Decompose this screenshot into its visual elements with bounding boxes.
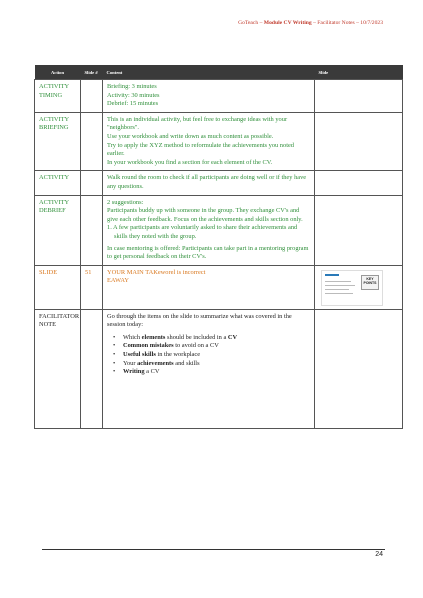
- key-points-badge: KEY POINTS: [361, 275, 379, 290]
- list-item: • Your achievements and skills: [123, 360, 310, 369]
- slide-cell: [315, 80, 403, 113]
- content-cell: [103, 265, 315, 309]
- list-item: • Common mistakes to avoid on a CV: [123, 342, 310, 351]
- slide-cell: [315, 309, 403, 428]
- timing-line: Briefing: 3 minutes: [107, 83, 157, 90]
- slide-cell: [315, 112, 403, 171]
- briefing-line: This is an individual activity, but feel free to exchange ideas with your "neighbors".: [107, 115, 288, 132]
- debrief-list-item: 1. A few participants are voluntarily asked to share their achievements and skills they noted with the group.: [107, 224, 298, 240]
- slide-title-line: YOUR MAIN TAKeworel is incorrect: [107, 268, 206, 276]
- slide-title-line: EAWAY: [107, 277, 129, 285]
- content-cell: Walk round the room to check if all participants are doing well or if they have any questions.: [103, 171, 315, 195]
- footer-divider: [42, 549, 385, 550]
- header-slide-number: Slide #: [81, 65, 103, 80]
- header-module: Module CV Writing: [263, 20, 312, 26]
- table-row-timing: [35, 80, 403, 113]
- briefing-line: Use your workbook and write down as much content as possible.: [107, 132, 274, 140]
- content-cell: [103, 80, 315, 113]
- page-number: 24: [375, 551, 383, 558]
- list-item: • Useful skills in the workplace: [123, 351, 310, 360]
- action-cell: FACILITATOR NOTE: [35, 309, 81, 428]
- action-cell: ACTIVITY DEBRIEF: [35, 195, 81, 265]
- content-cell: [103, 112, 315, 171]
- slide-cell: [315, 195, 403, 265]
- header-rest: – Facilitator Notes – 10/7/2023: [313, 20, 383, 26]
- slide-number-cell: [81, 112, 103, 171]
- slide-number-cell: [81, 80, 103, 113]
- list-item: • Which elements should be included in a CV: [123, 334, 310, 343]
- action-cell: ACTIVITY: [35, 171, 81, 195]
- facilitator-table: [34, 65, 403, 429]
- slide-number-cell: [81, 195, 103, 265]
- content-cell: [103, 309, 315, 428]
- timing-line: Debrief: 15 minutes: [107, 100, 159, 108]
- facilitator-intro: Go through the items on the slide to summarize what was covered in the session today:: [107, 312, 292, 329]
- table-row-debrief: [35, 195, 403, 265]
- table-row-slide: [35, 265, 403, 309]
- action-cell: ACTIVITY BRIEFING: [35, 112, 81, 171]
- action-cell: SLIDE: [35, 265, 81, 309]
- table-row-facilitator-note: [35, 309, 403, 428]
- briefing-line: In your workbook you find a section for each element of the CV.: [107, 158, 273, 166]
- table-header-row: [35, 65, 403, 80]
- debrief-paragraph: In case mentoring is offered: Participants can take part in a mentoring program to get personal feedback on their CV's.: [107, 244, 309, 261]
- content-cell: [103, 195, 315, 265]
- slide-number-cell: [81, 171, 103, 195]
- summary-list: [107, 334, 310, 377]
- header-content: Content: [103, 65, 315, 80]
- slide-cell: [315, 171, 403, 195]
- table-row-activity: [35, 171, 403, 195]
- slide-cell: [315, 265, 403, 309]
- table-row-briefing: [35, 112, 403, 171]
- debrief-paragraph: Participants buddy up with someone in the group. They exchange CV's and give each other feedback. Focus on the achievements and skills section only.: [107, 207, 303, 223]
- briefing-line: Try to apply the XYZ method to reformulate the achievements you noted earlier.: [107, 141, 295, 158]
- timing-line: Activity: 30 minutes: [107, 91, 160, 99]
- slide-number-cell: [81, 309, 103, 428]
- action-cell: ACTIVITY TIMING: [35, 80, 81, 113]
- slide-number-cell: 51: [81, 265, 103, 309]
- debrief-intro: 2 suggestions:: [107, 198, 144, 206]
- list-item: • Writing a CV: [123, 368, 310, 377]
- slide-thumbnail: [321, 270, 383, 306]
- header-org: GoTeach –: [238, 20, 263, 26]
- header-action: Action: [35, 65, 81, 80]
- header-slide: Slide: [315, 65, 403, 80]
- page-header: [238, 20, 383, 26]
